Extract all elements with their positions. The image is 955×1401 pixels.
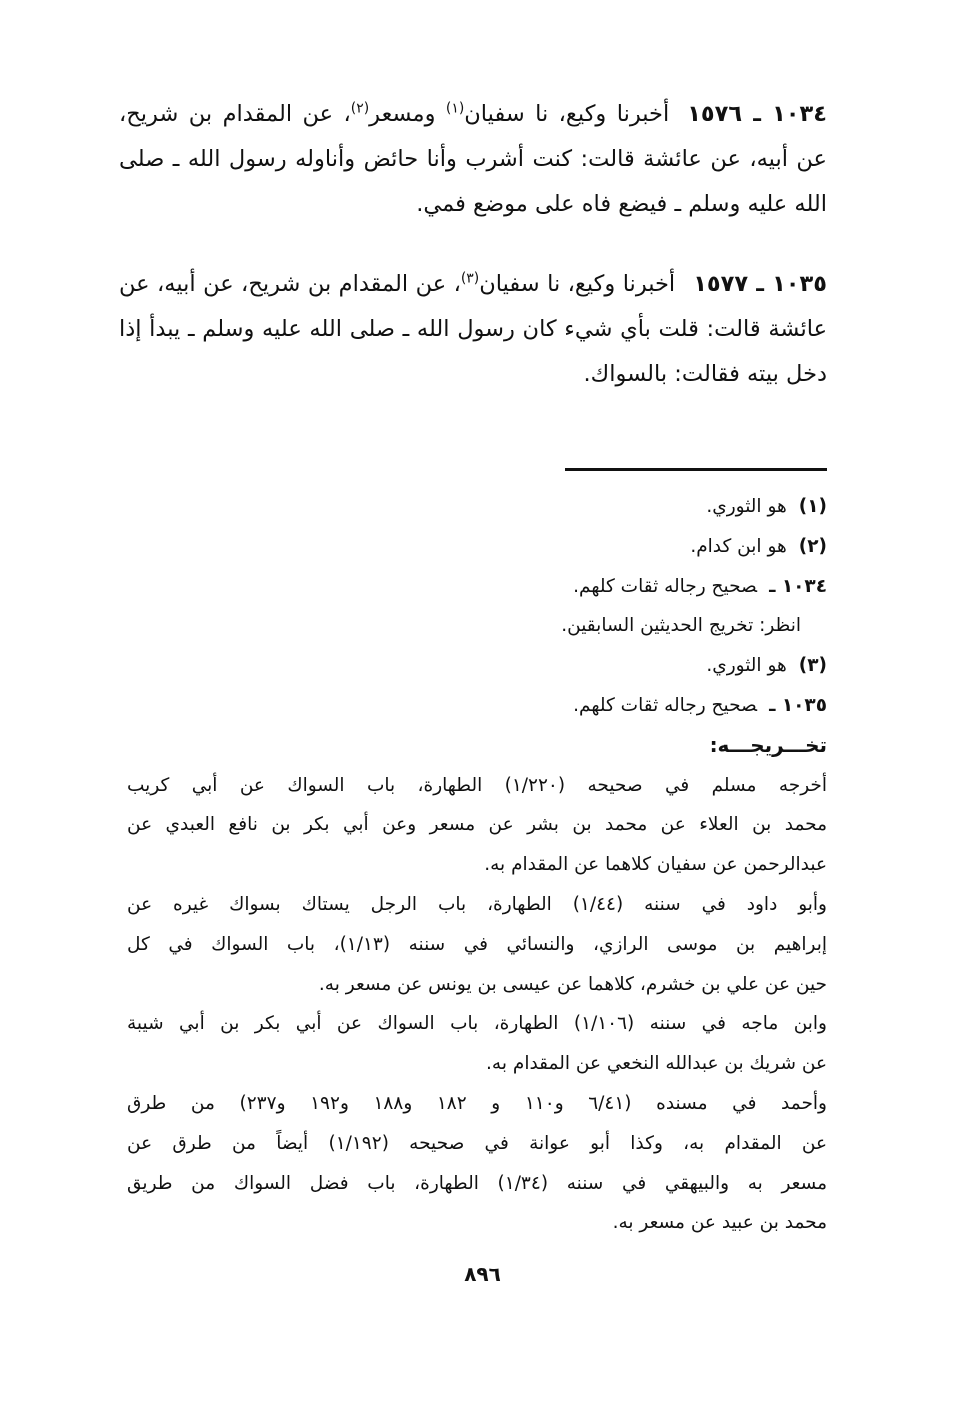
hadith-number: ١٠٣٤ ـ ١٥٧٦ bbox=[687, 101, 828, 127]
grading-1035 bbox=[127, 686, 827, 726]
grading-1034 bbox=[127, 567, 827, 607]
footnote-marker: (٢) bbox=[350, 100, 370, 117]
takhrij-line: عبدالرحمن عن سفيان كلاهما عن المقدام به. bbox=[484, 854, 827, 876]
takhrij-line: وابن ماجه في سننه (١/١٠٦) الطهارة، باب السواك عن أبي بكر بن أبي شيبة bbox=[127, 1013, 827, 1035]
takhrij-heading: تخـــريجـــه: bbox=[709, 732, 827, 757]
footnote-3 bbox=[127, 646, 827, 686]
takhrij-line: محمد بن عبيد عن مسعر به. bbox=[612, 1212, 827, 1234]
hadith-text-part: أخبرنا وكيع، نا سفيان bbox=[479, 271, 676, 297]
hadith-text-part: أخبرنا وكيع، نا سفيان bbox=[464, 101, 670, 127]
takhrij-line: عن شريك بن عبدالله النخعي عن المقدام به. bbox=[486, 1053, 827, 1075]
takhrij-line: حين عن علي بن خشرم، كلاهما عن عيسى بن يونس عن مسعر به. bbox=[318, 973, 827, 995]
footnote-2 bbox=[127, 527, 827, 567]
footnote-marker: (١) bbox=[445, 100, 465, 117]
footnote-label: (٢) bbox=[798, 535, 827, 557]
takhrij-line: مسعر به والبيهقي في سننه (١/٣٤) الطهارة، باب فضل السواك من طريق bbox=[127, 1172, 828, 1194]
see-also-note bbox=[127, 606, 827, 646]
takhrij-line: وأحمد في مسنده (٦/٤١ و١١٠ و ١٨٢ و١٨٨ و١٩٢ و٢٣٧) من طرق bbox=[127, 1092, 827, 1114]
takhrij-line: محمد بن العلاء عن محمد بن بشر عن مسعر وعن أبي بكر بن نافع العبدي عن bbox=[127, 814, 827, 836]
hadith-text-part: ، عن المقدام بن شريح، عن أبيه، عن عائشة قالت: كنت أشرب وأنا حائض وأناوله رسول الله ـ صلى الله عليه وسلم ـ فيضع فاه على موضع فمي. bbox=[119, 101, 827, 217]
grading-label: ١٠٣٥ ـ bbox=[769, 694, 827, 716]
footnote-label: (١) bbox=[798, 496, 827, 517]
footnote-text: هو الثوري. bbox=[706, 496, 787, 517]
footnote-divider bbox=[565, 468, 827, 471]
hadith-1035 bbox=[119, 262, 827, 397]
takhrij-line: إبراهيم بن موسى الرازي، والنسائي في سننه (١/١٣)، باب السواك في كل bbox=[127, 933, 827, 955]
grading-label: ١٠٣٤ ـ bbox=[769, 575, 827, 597]
page-number: ٨٩٦ bbox=[464, 1262, 501, 1286]
hadith-text-part: ، عن المقدام بن شريح، عن أبيه، عن عائشة قالت: قلت بأي شيء كان رسول الله ـ صلى الله عليه وسلم ـ يبدأ إذا دخل بيته فقالت: بالسواك. bbox=[119, 271, 827, 387]
footnote-text: هو ابن كدام. bbox=[690, 535, 787, 557]
footnote-1 bbox=[127, 487, 827, 527]
takhrij-line: وأبو داود في سننه (١/٤٤) الطهارة، باب الرجل يستاك بسواك غيره عن bbox=[127, 893, 827, 915]
grading-text: صحيح رجاله ثقات كلهم. bbox=[573, 694, 758, 716]
hadith-number: ١٠٣٥ ـ ١٥٧٧ bbox=[693, 271, 828, 297]
grading-text: صحيح رجاله ثقات كلهم. bbox=[573, 575, 758, 597]
footnote-text: هو الثوري. bbox=[706, 655, 787, 677]
hadith-text-part: ومسعر bbox=[369, 101, 446, 127]
see-also-text: انظر: تخريج الحديثين السابقين. bbox=[561, 615, 801, 637]
footnote-marker: (٣) bbox=[460, 270, 480, 287]
takhrij-line: عن المقدام به، وكذا أبو عوانة في صحيحه (١/١٩٢) أيضاً من طرق عن bbox=[127, 1132, 828, 1154]
takhrij-line: أخرجه مسلم في صحيحه (١/٢٢٠) الطهارة، باب السواك عن أبي كريب bbox=[127, 774, 827, 796]
hadith-1034 bbox=[119, 92, 827, 227]
footnote-label: (٣) bbox=[798, 655, 827, 677]
footnotes-section bbox=[127, 487, 827, 1243]
